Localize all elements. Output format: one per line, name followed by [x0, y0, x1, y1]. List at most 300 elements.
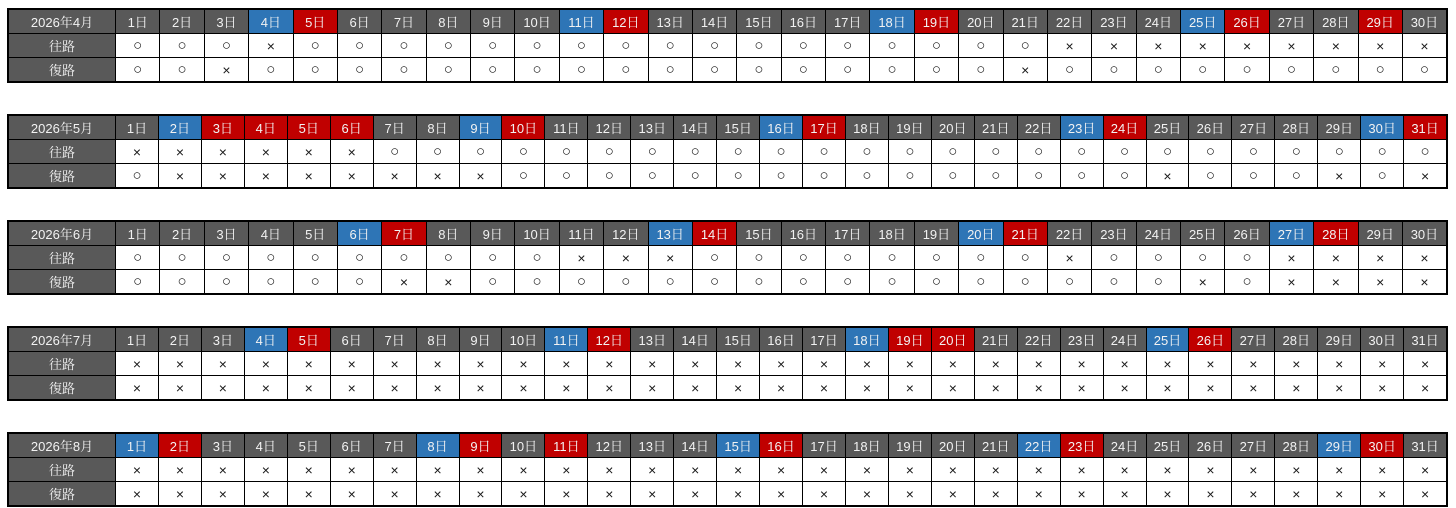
- availability-cell: ×: [1003, 58, 1047, 83]
- availability-cell: ○: [471, 58, 515, 83]
- availability-cell: ×: [158, 140, 201, 164]
- day-header: 23日: [1092, 9, 1136, 34]
- availability-cell: ×: [604, 246, 648, 270]
- availability-cell: ×: [1314, 34, 1358, 58]
- availability-cell: ○: [471, 246, 515, 270]
- day-header: 25日: [1146, 433, 1189, 458]
- availability-cell: ○: [888, 164, 931, 189]
- availability-cell: ○: [1314, 58, 1358, 83]
- availability-cell: ×: [116, 376, 159, 401]
- availability-cell: ○: [1092, 246, 1136, 270]
- availability-cell: ×: [760, 482, 803, 507]
- availability-cell: ○: [426, 246, 470, 270]
- day-header: 12日: [604, 9, 648, 34]
- day-header: 28日: [1314, 9, 1358, 34]
- availability-cell: ×: [803, 376, 846, 401]
- availability-cell: ○: [515, 58, 559, 83]
- availability-cell: ×: [158, 164, 201, 189]
- day-header: 10日: [502, 327, 545, 352]
- availability-cell: ×: [1232, 482, 1275, 507]
- availability-cell: ○: [674, 140, 717, 164]
- availability-cell: ×: [244, 482, 287, 507]
- availability-cell: ×: [116, 458, 159, 482]
- availability-cell: ×: [502, 352, 545, 376]
- day-header: 19日: [888, 115, 931, 140]
- availability-cell: ×: [330, 164, 373, 189]
- day-header: 19日: [888, 327, 931, 352]
- day-header: 7日: [373, 433, 416, 458]
- availability-cell: ×: [1060, 458, 1103, 482]
- availability-cell: ○: [692, 246, 736, 270]
- availability-cell: ○: [545, 164, 588, 189]
- availability-cell: ×: [330, 482, 373, 507]
- day-header: 21日: [974, 115, 1017, 140]
- availability-cell: ×: [545, 376, 588, 401]
- availability-cell: ○: [870, 270, 914, 295]
- availability-cell: ×: [888, 482, 931, 507]
- day-header: 26日: [1225, 221, 1269, 246]
- day-header: 27日: [1232, 433, 1275, 458]
- availability-cell: ×: [974, 376, 1017, 401]
- day-header: 10日: [515, 9, 559, 34]
- availability-table-2: [7, 114, 1448, 189]
- availability-cell: ×: [1189, 376, 1232, 401]
- availability-cell: ×: [1017, 458, 1060, 482]
- availability-cell: ×: [416, 164, 459, 189]
- availability-cell: ×: [1146, 164, 1189, 189]
- month-label: 2026年7月: [8, 327, 116, 352]
- availability-cell: ○: [337, 270, 381, 295]
- availability-cell: ○: [1103, 164, 1146, 189]
- day-header: 17日: [826, 9, 870, 34]
- day-header: 28日: [1275, 327, 1318, 352]
- availability-cell: ×: [244, 140, 287, 164]
- day-header: 28日: [1275, 115, 1318, 140]
- availability-cell: ○: [471, 270, 515, 295]
- availability-cell: ×: [1092, 34, 1136, 58]
- availability-cell: ×: [1404, 352, 1447, 376]
- availability-cell: ×: [373, 458, 416, 482]
- availability-cell: ×: [931, 482, 974, 507]
- availability-cell: ○: [888, 140, 931, 164]
- availability-cell: ×: [1017, 482, 1060, 507]
- availability-table-1: [7, 8, 1448, 83]
- day-header: 30日: [1361, 433, 1404, 458]
- day-header: 9日: [459, 327, 502, 352]
- availability-cell: ×: [760, 458, 803, 482]
- availability-cell: ×: [974, 482, 1017, 507]
- availability-cell: ×: [845, 458, 888, 482]
- availability-cell: ○: [293, 58, 337, 83]
- day-header: 18日: [870, 221, 914, 246]
- day-header: 8日: [416, 433, 459, 458]
- availability-cell: ×: [931, 458, 974, 482]
- availability-cell: ○: [826, 246, 870, 270]
- day-header: 3日: [201, 433, 244, 458]
- availability-cell: ×: [244, 352, 287, 376]
- day-header: 27日: [1269, 221, 1313, 246]
- day-header: 14日: [674, 115, 717, 140]
- day-header: 4日: [244, 433, 287, 458]
- availability-cell: ○: [559, 270, 603, 295]
- day-header: 19日: [888, 433, 931, 458]
- day-header: 11日: [545, 115, 588, 140]
- availability-cell: ×: [1314, 270, 1358, 295]
- day-header: 2日: [160, 221, 204, 246]
- availability-cell: ×: [1361, 482, 1404, 507]
- day-header: 12日: [588, 433, 631, 458]
- availability-cell: ×: [330, 458, 373, 482]
- availability-cell: ×: [1136, 34, 1180, 58]
- availability-cell: ○: [604, 270, 648, 295]
- availability-cell: ×: [1017, 352, 1060, 376]
- day-header: 5日: [293, 221, 337, 246]
- row-label-return: 復路: [8, 58, 116, 83]
- day-header: 26日: [1225, 9, 1269, 34]
- availability-cell: ○: [781, 34, 825, 58]
- availability-cell: ×: [416, 482, 459, 507]
- availability-cell: ○: [337, 246, 381, 270]
- availability-cell: ○: [648, 34, 692, 58]
- day-header: 22日: [1047, 9, 1091, 34]
- availability-cell: ○: [648, 270, 692, 295]
- availability-cell: ○: [1003, 270, 1047, 295]
- day-header: 16日: [781, 9, 825, 34]
- day-header: 13日: [648, 9, 692, 34]
- day-header: 3日: [201, 327, 244, 352]
- availability-cell: ×: [717, 458, 760, 482]
- day-header: 16日: [781, 221, 825, 246]
- availability-cell: ○: [1275, 140, 1318, 164]
- availability-cell: ×: [1146, 482, 1189, 507]
- availability-cell: ○: [116, 58, 160, 83]
- availability-cell: ×: [974, 458, 1017, 482]
- availability-cell: ○: [1181, 246, 1225, 270]
- day-header: 16日: [760, 327, 803, 352]
- day-header: 26日: [1189, 115, 1232, 140]
- availability-cell: ×: [204, 58, 248, 83]
- availability-cell: ×: [1189, 482, 1232, 507]
- availability-cell: ○: [1225, 246, 1269, 270]
- availability-cell: ×: [888, 458, 931, 482]
- day-header: 16日: [760, 115, 803, 140]
- availability-cell: ×: [1361, 352, 1404, 376]
- day-header: 17日: [803, 115, 846, 140]
- availability-cell: ○: [648, 58, 692, 83]
- availability-cell: ×: [1232, 458, 1275, 482]
- day-header: 15日: [717, 327, 760, 352]
- month-label: 2026年5月: [8, 115, 116, 140]
- availability-cell: ×: [803, 458, 846, 482]
- availability-cell: ×: [1146, 352, 1189, 376]
- availability-cell: ○: [515, 270, 559, 295]
- availability-cell: ×: [502, 458, 545, 482]
- day-header: 25日: [1146, 115, 1189, 140]
- availability-cell: ○: [1402, 58, 1447, 83]
- row-label-return: 復路: [8, 482, 116, 507]
- availability-cell: ×: [760, 376, 803, 401]
- availability-cell: ○: [826, 34, 870, 58]
- availability-cell: ×: [1358, 34, 1402, 58]
- availability-cell: ×: [1103, 458, 1146, 482]
- availability-cell: ×: [559, 246, 603, 270]
- row-label-outbound: 往路: [8, 140, 116, 164]
- availability-cell: ×: [416, 352, 459, 376]
- day-header: 19日: [914, 221, 958, 246]
- availability-cell: ○: [1318, 140, 1361, 164]
- day-header: 29日: [1318, 115, 1361, 140]
- availability-cell: ×: [1181, 270, 1225, 295]
- day-header: 20日: [931, 327, 974, 352]
- availability-cell: ×: [1402, 270, 1447, 295]
- availability-cell: ○: [1060, 164, 1103, 189]
- day-header: 27日: [1232, 115, 1275, 140]
- availability-cell: ×: [158, 458, 201, 482]
- availability-cell: ○: [588, 140, 631, 164]
- availability-cell: ○: [502, 164, 545, 189]
- availability-cell: ×: [674, 458, 717, 482]
- availability-cell: ○: [974, 140, 1017, 164]
- availability-cell: ○: [914, 34, 958, 58]
- availability-cell: ×: [1047, 34, 1091, 58]
- day-header: 25日: [1181, 9, 1225, 34]
- availability-cell: ×: [244, 458, 287, 482]
- day-header: 3日: [204, 9, 248, 34]
- availability-cell: ○: [249, 58, 293, 83]
- availability-cell: ○: [781, 58, 825, 83]
- availability-cell: ×: [588, 376, 631, 401]
- day-header: 26日: [1189, 433, 1232, 458]
- availability-cell: ○: [870, 58, 914, 83]
- day-header: 5日: [293, 9, 337, 34]
- availability-cell: ×: [1060, 482, 1103, 507]
- day-header: 31日: [1404, 327, 1447, 352]
- day-header: 31日: [1404, 433, 1447, 458]
- availability-cell: ×: [244, 376, 287, 401]
- day-header: 29日: [1358, 9, 1402, 34]
- availability-cell: ○: [515, 34, 559, 58]
- day-header: 6日: [330, 433, 373, 458]
- availability-cell: ×: [201, 376, 244, 401]
- availability-cell: ×: [287, 352, 330, 376]
- availability-cell: ×: [1225, 34, 1269, 58]
- availability-cell: ×: [588, 458, 631, 482]
- day-header: 10日: [515, 221, 559, 246]
- availability-cell: ×: [416, 376, 459, 401]
- availability-table-5: [7, 432, 1448, 507]
- availability-cell: ×: [674, 482, 717, 507]
- day-header: 23日: [1060, 433, 1103, 458]
- row-label-return: 復路: [8, 270, 116, 295]
- availability-cell: ○: [803, 164, 846, 189]
- day-header: 15日: [717, 433, 760, 458]
- availability-cell: ○: [914, 246, 958, 270]
- calendar-tables: [7, 8, 1449, 507]
- day-header: 14日: [692, 221, 736, 246]
- availability-cell: ×: [1402, 246, 1447, 270]
- availability-cell: ×: [1314, 246, 1358, 270]
- day-header: 17日: [803, 433, 846, 458]
- day-header: 5日: [287, 115, 330, 140]
- day-header: 1日: [116, 221, 160, 246]
- availability-cell: ○: [249, 246, 293, 270]
- availability-cell: ○: [1361, 164, 1404, 189]
- availability-cell: ×: [330, 352, 373, 376]
- day-header: 25日: [1181, 221, 1225, 246]
- day-header: 24日: [1103, 115, 1146, 140]
- availability-cell: ×: [1269, 270, 1313, 295]
- availability-cell: ×: [116, 482, 159, 507]
- day-header: 30日: [1361, 115, 1404, 140]
- availability-cell: ×: [1232, 352, 1275, 376]
- row-label-outbound: 往路: [8, 458, 116, 482]
- day-header: 13日: [631, 433, 674, 458]
- row-label-return: 復路: [8, 376, 116, 401]
- availability-cell: ×: [588, 482, 631, 507]
- availability-cell: ○: [382, 58, 426, 83]
- availability-cell: ×: [1189, 458, 1232, 482]
- day-header: 8日: [416, 327, 459, 352]
- day-header: 15日: [717, 115, 760, 140]
- availability-cell: ○: [692, 270, 736, 295]
- availability-cell: ×: [545, 458, 588, 482]
- availability-cell: ×: [287, 482, 330, 507]
- availability-cell: ○: [293, 34, 337, 58]
- availability-cell: ×: [416, 458, 459, 482]
- day-header: 15日: [737, 221, 781, 246]
- day-header: 6日: [330, 115, 373, 140]
- availability-cell: ×: [201, 458, 244, 482]
- day-header: 9日: [471, 9, 515, 34]
- availability-cell: ○: [826, 58, 870, 83]
- day-header: 23日: [1092, 221, 1136, 246]
- availability-cell: ×: [158, 376, 201, 401]
- availability-cell: ○: [1225, 270, 1269, 295]
- day-header: 17日: [826, 221, 870, 246]
- day-header: 3日: [204, 221, 248, 246]
- availability-cell: ×: [1275, 376, 1318, 401]
- availability-cell: ○: [974, 164, 1017, 189]
- availability-cell: ×: [373, 376, 416, 401]
- availability-cell: ○: [116, 34, 160, 58]
- availability-cell: ○: [631, 140, 674, 164]
- row-label-outbound: 往路: [8, 34, 116, 58]
- availability-cell: ○: [337, 58, 381, 83]
- availability-cell: ×: [1047, 246, 1091, 270]
- availability-cell: ○: [160, 270, 204, 295]
- availability-cell: ○: [559, 58, 603, 83]
- availability-cell: ○: [337, 34, 381, 58]
- availability-cell: ×: [1361, 458, 1404, 482]
- availability-cell: ×: [1181, 34, 1225, 58]
- availability-cell: ×: [201, 352, 244, 376]
- day-header: 1日: [116, 433, 159, 458]
- availability-cell: ○: [559, 34, 603, 58]
- availability-cell: ×: [674, 376, 717, 401]
- day-header: 7日: [373, 327, 416, 352]
- day-header: 2日: [158, 115, 201, 140]
- availability-cell: ×: [1103, 352, 1146, 376]
- availability-cell: ○: [631, 164, 674, 189]
- availability-cell: ×: [588, 352, 631, 376]
- availability-cell: ×: [545, 482, 588, 507]
- availability-cell: ×: [717, 482, 760, 507]
- day-header: 28日: [1314, 221, 1358, 246]
- availability-cell: ○: [1232, 164, 1275, 189]
- month-label: 2026年4月: [8, 9, 116, 34]
- row-label-outbound: 往路: [8, 352, 116, 376]
- availability-cell: ○: [781, 270, 825, 295]
- availability-cell: ×: [373, 482, 416, 507]
- availability-cell: ○: [692, 34, 736, 58]
- availability-cell: ○: [1003, 246, 1047, 270]
- availability-cell: ×: [931, 376, 974, 401]
- availability-cell: ×: [116, 352, 159, 376]
- day-header: 22日: [1017, 433, 1060, 458]
- availability-cell: ○: [781, 246, 825, 270]
- day-header: 12日: [588, 327, 631, 352]
- availability-cell: ○: [959, 270, 1003, 295]
- day-header: 24日: [1136, 9, 1180, 34]
- day-header: 29日: [1358, 221, 1402, 246]
- day-header: 4日: [249, 9, 293, 34]
- availability-cell: ×: [459, 352, 502, 376]
- availability-cell: ×: [1361, 376, 1404, 401]
- availability-cell: ○: [293, 270, 337, 295]
- day-header: 20日: [931, 115, 974, 140]
- availability-cell: ○: [373, 140, 416, 164]
- day-header: 9日: [459, 433, 502, 458]
- availability-cell: ○: [116, 270, 160, 295]
- availability-cell: ×: [1103, 376, 1146, 401]
- availability-cell: ○: [116, 246, 160, 270]
- availability-cell: ○: [1017, 140, 1060, 164]
- availability-cell: ×: [459, 458, 502, 482]
- day-header: 9日: [471, 221, 515, 246]
- day-header: 21日: [1003, 221, 1047, 246]
- availability-cell: ○: [545, 140, 588, 164]
- day-header: 16日: [760, 433, 803, 458]
- day-header: 11日: [559, 9, 603, 34]
- availability-cell: ×: [1318, 376, 1361, 401]
- month-label: 2026年6月: [8, 221, 116, 246]
- day-header: 29日: [1318, 327, 1361, 352]
- day-header: 20日: [959, 9, 1003, 34]
- day-header: 25日: [1146, 327, 1189, 352]
- availability-cell: ○: [737, 58, 781, 83]
- availability-cell: ×: [631, 458, 674, 482]
- availability-cell: ○: [1146, 140, 1189, 164]
- day-header: 8日: [416, 115, 459, 140]
- day-header: 23日: [1060, 115, 1103, 140]
- availability-cell: ×: [116, 140, 159, 164]
- availability-cell: ○: [692, 58, 736, 83]
- availability-cell: ○: [870, 246, 914, 270]
- availability-cell: ×: [459, 164, 502, 189]
- availability-cell: ○: [1189, 164, 1232, 189]
- availability-cell: ○: [515, 246, 559, 270]
- day-header: 30日: [1402, 9, 1447, 34]
- availability-cell: ×: [1060, 376, 1103, 401]
- availability-cell: ○: [204, 246, 248, 270]
- availability-cell: ×: [974, 352, 1017, 376]
- day-header: 28日: [1275, 433, 1318, 458]
- day-header: 14日: [674, 327, 717, 352]
- availability-cell: ×: [545, 352, 588, 376]
- day-header: 12日: [588, 115, 631, 140]
- availability-cell: ×: [1404, 376, 1447, 401]
- day-header: 10日: [502, 115, 545, 140]
